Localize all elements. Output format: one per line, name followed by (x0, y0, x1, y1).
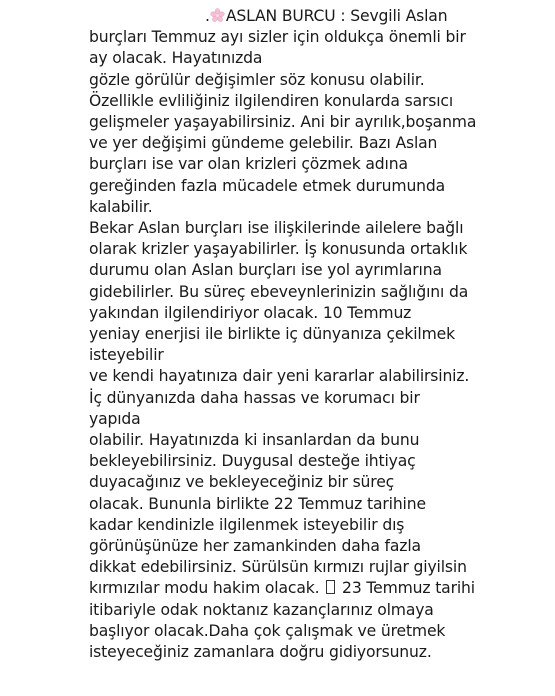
text-line-7: ve yer değişimi gündeme gelebilir. Bazı Aslan (89, 134, 438, 153)
text-line-21: olabilir. Hayatınızda ki insanlardan da bunu (89, 431, 420, 450)
text-line-14: gidebilirler. Bu süreç ebeveynlerinizin sağlığını da (89, 282, 469, 301)
text-line-31: isteyeceğiniz zamanlara doğru gidiyorsunuz. (89, 643, 432, 662)
text-line-12: olarak krizler yaşayabilirler. İş konusunda ortaklık (89, 240, 468, 259)
text-line-30: başlıyor olacak.Daha çok çalışmak ve üretmek (89, 621, 446, 640)
text-line-20: yapıda (89, 409, 141, 428)
text-line-11: Bekar Aslan burçları ise ilişkilerinde ailelere bağlı (89, 219, 464, 238)
text-line-8: burçları ise var olan krizleri çözmek adına (89, 155, 408, 174)
text-line-10: kalabilir. (89, 197, 153, 216)
cherry-blossom-icon (210, 8, 225, 23)
text-line-5: Özellikle evliliğiniz ilgilendiren konularda sarsıcı (89, 91, 454, 110)
text-line-15: yakından ilgilendiriyor olacak. 10 Temmuz (89, 303, 412, 322)
text-line-18: ve kendi hayatınıza dair yeni kararlar alabilirsiniz. (89, 367, 470, 386)
text-line-17: isteyebilir (89, 346, 164, 365)
missing-glyph-icon (326, 580, 335, 594)
text-line-29: itibariyle odak noktanız kazançlarınız olmaya (89, 600, 434, 619)
text-line-16: yeniay enerjisi ile birlikte iç dünyanıza çekilmek (89, 325, 455, 344)
text-line-19: İç dünyanızda daha hassas ve korumacı bir (89, 388, 420, 407)
text-line-23: duyacağınız ve bekleyeceğiniz bir süreç (89, 473, 395, 492)
text-line-26: görünüşünüze her zamankinden daha fazla (89, 537, 421, 556)
lead-dot: . (205, 7, 210, 25)
text-line-2: burçları Temmuz ayı sizler için oldukça önemli bir (89, 28, 466, 47)
horoscope-text (89, 6, 555, 663)
text-line-6: gelişmeler yaşayabilirsiniz. Ani bir ayrılık,boşanma (89, 113, 477, 132)
text-line-24: olacak. Bununla birlikte 22 Temmuz tarihine (89, 494, 426, 513)
text-line-13: durumu olan Aslan burçları ise yol ayrımlarına (89, 261, 442, 280)
text-line-25: kadar kendinizle ilgilenmek isteyebilir dış (89, 515, 405, 534)
text-line-27: dikkat edebilirsiniz. Sürülsün kırmızı rujlar giyilsin (89, 558, 467, 577)
text-line-9: gereğinden fazla mücadele etmek durumunda (89, 176, 446, 195)
text-line-28: kırmızılar modu hakim olacak. 23 Temmuz tarihi (89, 579, 475, 598)
text-line-4: gözle görülür değişimler söz konusu olabilir. (89, 70, 425, 89)
text-line-3: ay olacak. Hayatınızda (89, 49, 263, 68)
text-line-22: bekleyebilirsiniz. Duygusal desteğe ihtiyaç (89, 452, 416, 471)
text-line-1: . ASLAN BURCU : Sevgili Aslan (205, 7, 448, 25)
